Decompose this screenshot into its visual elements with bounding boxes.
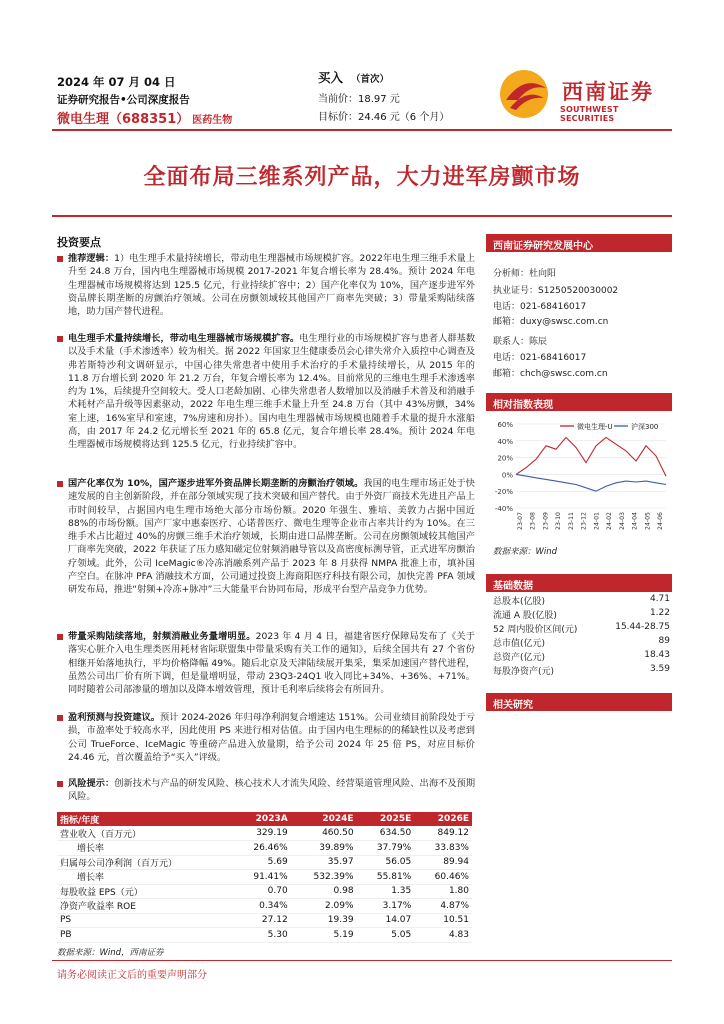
x-tick-label: 24-05 (644, 512, 652, 530)
stat-label: 52 周内股价区间(元) (493, 625, 578, 635)
x-tick-label: 24-01 (593, 512, 601, 530)
x-tick-label: 24-03 (618, 512, 626, 530)
table-cell: 5.05 (357, 928, 415, 943)
logo-text-en: SOUTHWEST SECURITIES (560, 105, 619, 123)
table-cell: 10.51 (414, 913, 472, 928)
table-row (57, 870, 472, 885)
contact-email[interactable]: 邮箱：chch@swsc.com.cn (493, 369, 608, 379)
rating (318, 68, 389, 86)
table-cell: 1.35 (357, 884, 415, 899)
invest-paragraph-6 (57, 777, 475, 804)
performance-section-bar: 相对指数表现 (486, 393, 672, 411)
stat-value: 15.44-28.75 (615, 622, 670, 632)
table-row (57, 899, 472, 914)
y-tick-label: -40% (494, 505, 513, 513)
table-cell: 4.87% (414, 899, 472, 914)
paragraph-text: 1）电生理手术量持续增长，带动电生理器械市场规模扩容。2022年电生理三维手术量上升至 24.8 万台，国内电生理器械市场规模 2017-2021 年复合增长率为 28.4%。预计 2024 年电生理器械市场规模将达到 125.5 亿元，行业持续扩容中；2）国产化率仅为 10%，国产逐步进军外资品牌长期垄断的房颤治疗领域。公司在房颤领域较其他国产厂商率先突破；3）带量采购陆续落地，助力国产替代进程。 (68, 253, 476, 318)
table-cell: 3.17% (357, 899, 415, 914)
x-tick-label: 23-09 (542, 512, 550, 530)
table-cell: 5.19 (291, 928, 357, 943)
table-cell: 27.12 (233, 913, 291, 928)
stat-value: 3.59 (649, 664, 670, 674)
table-cell: 26.46% (233, 841, 291, 856)
target-price: 目标价：24.46 元（6 个月） (318, 112, 450, 123)
legend-label: 沪深300 (631, 423, 659, 431)
y-tick-label: -20% (494, 488, 513, 497)
license-number: 执业证号：S1250520030002 (493, 286, 619, 296)
row-label: 增长率 (57, 841, 233, 856)
logo-text-cn: 西南证券 (562, 79, 654, 104)
rating-note: （首次） (351, 74, 390, 85)
table-row (57, 884, 472, 899)
stat-value: 4.71 (649, 594, 670, 604)
invest-paragraph-4 (57, 630, 475, 696)
x-tick-label: 23-08 (529, 512, 537, 530)
stat-label: 总股本(亿股) (493, 597, 546, 607)
analyst-email[interactable]: 邮箱：duxy@swsc.com.cn (493, 317, 609, 327)
y-tick-label: 60% (497, 421, 513, 429)
stat-value: 89 (658, 636, 670, 646)
table-cell: 35.97 (291, 855, 357, 870)
table-cell: 849.12 (414, 826, 472, 841)
invest-paragraph-2 (57, 332, 475, 452)
table-header-cell: 指标/年度 (57, 812, 233, 826)
paragraph-text: 创新技术与产品的研发风险、核心技术人才流失风险、经营渠道管理风险、出海不及预期风险。 (68, 778, 476, 803)
paragraph-lead: 电生理手术量持续增长，带动电生理器械市场规模扩容。 (68, 333, 300, 344)
stat-row (493, 636, 672, 649)
stat-label: 流通 A 股(亿股) (493, 611, 557, 621)
logo-mark-icon (496, 66, 556, 122)
current-price: 当前价：18.97 元 (318, 94, 400, 105)
rating-value: 买入 (318, 70, 344, 85)
row-label: 归属母公司净利润（百万元） (57, 855, 233, 870)
table-cell: 19.39 (291, 913, 357, 928)
row-label: PB (57, 928, 233, 943)
related-research-bar: 相关研究 (486, 693, 672, 711)
stat-label: 每股净资产(元) (493, 667, 555, 677)
table-cell: 532.39% (291, 870, 357, 885)
contact-name: 联系人：陈辰 (493, 337, 548, 347)
title-divider (52, 215, 672, 217)
table-cell: 89.94 (414, 855, 472, 870)
table-cell: 91.41% (233, 870, 291, 885)
bullet-icon (57, 781, 63, 787)
bullet-icon (57, 481, 63, 487)
southwest-securities-logo (496, 66, 672, 122)
bullet-icon (57, 336, 63, 342)
table-cell: 37.79% (357, 841, 415, 856)
row-label: 营业收入（百万元） (57, 826, 233, 841)
table-cell: 634.50 (357, 826, 415, 841)
invest-heading: 投资要点 (57, 236, 101, 249)
financial-forecast-table (57, 812, 472, 943)
invest-paragraph-3 (57, 477, 475, 597)
table-row (57, 841, 472, 856)
paragraph-lead: 推荐逻辑： (68, 253, 115, 264)
stat-label: 总市值(亿元) (493, 639, 546, 649)
company-name: 微电生理（688351） (57, 112, 190, 127)
table-source: 数据来源：Wind，西南证券 (57, 948, 164, 958)
table-cell: 14.07 (357, 913, 415, 928)
paragraph-text: 2023 年 4 月 4 日，福建省医疗保障局发布了《关于落实心脏介入电生理类医用耗材省际联盟集中带量采购有关工作的通知》，后续全国共有 27 个省份相继开始落地执行，平均价格降幅 49%。随后北京及天津陆续展开集采，集采加速国产替代进程，虽然公司出厂价有所下调，但是量增明显，带动 23Q3-24Q1 收入同比+34%、+36%、+71%。同时随着公司部渗量的增加以及降本增效管理，预计毛利率后续将会有所回升。 (68, 631, 475, 696)
invest-paragraph-5 (57, 711, 475, 764)
table-cell: 33.83% (414, 841, 472, 856)
stat-row (493, 622, 672, 635)
header-divider (52, 129, 672, 131)
x-tick-label: 24-06 (657, 512, 664, 530)
table-header-cell: 2023A (233, 812, 291, 826)
footer-divider (52, 960, 672, 961)
row-label: 每股收益 EPS（元） (57, 884, 233, 899)
series-line (516, 474, 666, 491)
bullet-icon (57, 634, 63, 640)
x-tick-label: 24-02 (606, 512, 614, 530)
x-tick-label: 24-04 (631, 512, 639, 530)
table-row (57, 928, 472, 943)
stat-row (493, 650, 672, 663)
paragraph-lead: 国产化率仅为 10%，国产逐步进军外资品牌长期垄断的房颤治疗领域。 (68, 478, 364, 489)
table-cell: 55.81% (357, 870, 415, 885)
paragraph-text: 电生理行业的市场规模扩容与患者人群基数以及手术量（手术渗透率）较为相关。据 2022 年国家卫生健康委员会心律失常介入质控中心调查及弗若斯特沙利文调研显示，中国心律失常患者中使用手术治疗的手术量持续增长，从 2015 年的 11.8 万台增长到 2020 年 21.2 万台，年复合增长率为 12.4%。目前常见的三维电生理手术渗透率约为 1%，后续提升空间较大。受人口老龄加剧、心律失常患者人数增加以及消融手术普及和消融手术耗材产品升级等因素驱动，2022 年电生理三维手术量上升至 24.8 万台（其中 43%房颤，34%室上速，16%室早和室速，7%房速和房扑）。国内电生理器械市场规模也随着手术量的提升水涨船高，由 2017 年 24.2 亿元增长至 2021 年的 65.8 亿元，复合年增长率 28.4%。预计 2024 年电生理器械市场规模将达到 125.5 亿元，行业持续扩容中。 (68, 333, 476, 451)
company-line (57, 108, 232, 127)
team-section-bar: 西南证券研究发展中心 (486, 234, 672, 252)
table-cell: 329.19 (233, 826, 291, 841)
row-label: PS (57, 913, 233, 928)
x-tick-label: 23-10 (555, 512, 563, 530)
sector-label: 医药生物 (192, 115, 233, 126)
contact-phone: 电话：021-68416017 (493, 353, 587, 363)
table-cell: 56.05 (357, 855, 415, 870)
bullet-icon (57, 715, 63, 721)
invest-paragraph-1 (57, 252, 475, 318)
table-header-row (57, 812, 472, 826)
analyst-name: 分析师：杜向阳 (493, 269, 557, 279)
stat-value: 1.22 (649, 608, 670, 618)
paragraph-lead: 盈利预测与投资建议。 (68, 712, 160, 723)
y-tick-label: 40% (497, 437, 513, 446)
table-cell: 39.89% (291, 841, 357, 856)
chart-source: 数据来源：Wind (493, 547, 558, 557)
report-title: 全面布局三维系列产品，大力进军房颤市场 (143, 165, 581, 190)
paragraph-lead: 带量采购陆续落地，射频消融业务量增明显。 (68, 631, 256, 642)
analyst-phone: 电话：021-68416017 (493, 302, 587, 312)
table-cell: 2.09% (291, 899, 357, 914)
stat-row (493, 608, 672, 621)
row-label: 增长率 (57, 870, 233, 885)
row-label: 净资产收益率 ROE (57, 899, 233, 914)
table-header-cell: 2025E (357, 812, 415, 826)
report-date: 2024 年 07 月 04 日 (57, 75, 176, 89)
paragraph-text: 预计 2024-2026 年归母净利润复合增速达 151%。公司业绩目前阶段处于亏损，市盈率处于较高水平，因此使用 PS 来进行相对估值。由于国内电生理标的的稀缺性以及考虑到公司 TrueForce、IceMagic 等重磅产品进入放量期，给予公司 2024 年 25 倍 PS，对应目标价 24.46 元，首次覆盖给予“买入”评级。 (68, 712, 476, 763)
paragraph-text: 我国的电生理市场正处于快速发展的自主创新阶段，并在部分领域实现了技术突破和国产替代。由于外资厂商技术先进且产品上市时间较早，占据国内电生理市场绝大部分市场份额。2020 年强生、雅培、美敦力占据中国近 88%的市场份额。国产厂家中惠泰医疗、心诺普医疗、微电生理等企业市占率共计约为 10%。在三维手术占比超过 40%的房颤三维手术治疗领域，长期由进口品牌垄断。公司在房颤领域较其他国产厂商率先突破，2022 年获证了压力感知磁定位射频消融导管以及高密度标测导管，正式进军房颤治疗领域。此外，公司 IceMagic®冷冻消融系列产品于 2023 年 8 月获得 NMPA 批准上市，填补国产空白。在脉冲 PFA 消融技术方面，公司通过投资上海商阳医疗科技有限公司，加快完善 PFA 领域研发布局，推进“射频+冷冻+脉冲”三大能量平台协同布局，形成平台型产品竞争力优势。 (68, 478, 475, 596)
series-line (516, 437, 666, 476)
performance-chart-svg (486, 416, 672, 540)
table-cell: 0.34% (233, 899, 291, 914)
stat-row (493, 664, 672, 677)
x-tick-label: 23-07 (517, 512, 524, 530)
table-cell: 5.69 (233, 855, 291, 870)
report-type: 证券研究报告•公司深度报告 (57, 94, 190, 106)
table-cell: 5.30 (233, 928, 291, 943)
table-cell: 0.70 (233, 884, 291, 899)
table-row (57, 826, 472, 841)
table-cell: 460.50 (291, 826, 357, 841)
table-cell: 0.98 (291, 884, 357, 899)
table-row (57, 913, 472, 928)
y-tick-label: 0% (501, 471, 513, 480)
table-header-cell: 2026E (414, 812, 472, 826)
table-header-cell: 2024E (291, 812, 357, 826)
relative-performance-chart (486, 416, 672, 540)
stat-value: 18.43 (644, 650, 670, 660)
legend-label: 微电生理-U (577, 423, 613, 431)
table-cell: 60.46% (414, 870, 472, 885)
x-tick-label: 23-11 (567, 512, 575, 530)
table-cell: 4.83 (414, 928, 472, 943)
stat-row (493, 594, 672, 607)
stat-label: 总资产(亿元) (493, 653, 546, 663)
basic-data-section-bar: 基础数据 (486, 574, 672, 592)
bullet-icon (57, 256, 63, 262)
table-cell: 1.80 (414, 884, 472, 899)
table-row (57, 855, 472, 870)
footer-disclaimer[interactable]: 请务必阅读正文后的重要声明部分 (57, 970, 207, 981)
x-tick-label: 23-12 (580, 512, 588, 530)
y-tick-label: 20% (497, 454, 513, 463)
paragraph-lead: 风险提示： (68, 778, 115, 789)
